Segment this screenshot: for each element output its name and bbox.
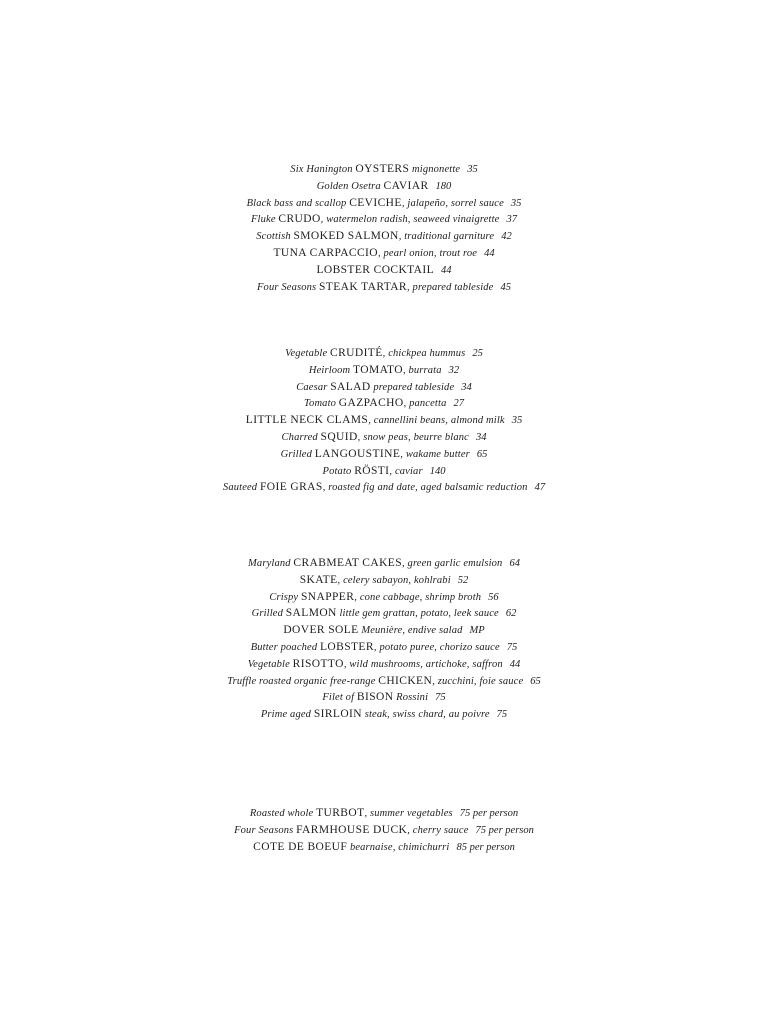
menu-item [0,805,768,822]
item-description-prefix: Vegetable [285,348,328,359]
item-description: , pearl onion, trout roe [377,247,478,259]
item-price: 140 [429,465,446,477]
menu-item [0,656,768,673]
item-description: , cherry sauce [407,824,469,836]
item-name: GAZPACHO [338,397,404,410]
item-description: , zucchini, foie sauce [432,675,524,687]
item-description: , roasted fig and date, aged balsamic reduction [322,482,528,494]
menu-item [0,555,768,572]
item-name: SALAD [330,380,371,393]
item-description-prefix: Roasted whole [249,808,314,819]
item-price: 44 [484,247,495,259]
item-name: SQUID [320,430,358,443]
item-description: , chickpea hummus [382,348,466,359]
menu-item [0,161,768,178]
menu-item [0,639,768,656]
item-description: Meunière, endive salad [361,625,463,637]
menu-item [0,228,768,245]
menu-item [0,822,768,839]
menu-item [0,673,768,690]
item-description: , summer vegetables [364,808,453,819]
item-description-prefix: Golden Osetra [316,180,381,192]
item-price: 65 [530,675,541,687]
menu-item [0,211,768,228]
item-description-prefix: Sauteed [222,482,258,494]
item-description: , traditional garniture [398,231,495,243]
item-name: COTE DE BOEUF [253,840,348,853]
item-description: , wild mushrooms, artichoke, saffron [343,658,503,670]
item-description-prefix: Caesar [296,381,328,393]
menu-item [0,412,768,429]
menu-item [0,446,768,463]
item-price: 65 [476,448,488,460]
item-price: 35 [467,164,478,175]
item-description-prefix: Four Seasons [256,281,317,293]
item-price: 27 [453,398,464,410]
item-price: 37 [506,214,517,226]
menu-item [0,429,768,446]
item-description-prefix: Fluke [250,214,276,226]
item-description-prefix: Truffle roasted organic free-range [227,675,376,687]
item-description: Rossini [396,692,429,704]
item-description: , prepared tableside [407,281,494,293]
item-price: 75 per person [459,808,519,819]
item-price: 75 [496,709,508,721]
item-price: 75 per person [475,824,534,836]
item-name: LITTLE NECK CLAMS [245,414,369,427]
item-name: SALMON [285,607,337,620]
item-name: DOVER SOLE [283,624,359,637]
item-description-prefix: Charred [281,431,318,443]
item-description: , cannellini beans, almond milk [368,415,505,427]
item-price: 62 [505,608,517,620]
item-price: 34 [475,431,487,443]
item-description-prefix: Four Seasons [234,824,294,836]
menu-item [0,605,768,622]
menu-item [0,345,768,362]
item-description-prefix: Potato [322,465,352,477]
item-price: 44 [509,658,521,670]
item-name: CHICKEN [378,674,433,687]
item-price: 75 [435,692,446,704]
item-description: , celery sabayon, kohlrabi [337,574,451,586]
item-name: BISON [356,691,394,704]
item-name: CRABMEAT CAKES [293,557,402,569]
item-name: OYSTERS [355,163,410,175]
item-name: FARMHOUSE DUCK [296,823,408,836]
item-name: SMOKED SALMON [293,230,399,243]
item-name: LOBSTER [320,640,374,653]
item-description-prefix: Black bass and scallop [246,197,347,209]
item-description: bearnaise, chimichurri [349,841,450,853]
menu-item [0,379,768,396]
item-description: steak, swiss chard, au poivre [364,709,490,721]
item-description-prefix: Vegetable [247,658,290,670]
item-name: TURBOT [316,807,365,819]
item-description: , caviar [389,465,423,477]
item-price: 35 [511,415,523,427]
item-description-prefix: Prime aged [260,709,312,721]
item-name: TOMATO [353,363,403,376]
item-description: mignonette [412,164,461,175]
item-price: 42 [501,231,512,243]
item-price: 85 per person [456,841,515,853]
menu-item [0,839,768,856]
item-name: SNAPPER [300,590,355,603]
item-name: CAVIAR [383,179,429,192]
item-description-prefix: Scottish [256,231,291,243]
menu-section-appetizers [0,345,768,496]
item-description: , pancetta [403,398,447,410]
item-price: 25 [472,348,483,359]
menu-section-raw-bar [0,161,768,295]
item-description: , burrata [402,364,442,376]
item-description-prefix: Filet of [322,692,355,704]
item-name: FOIE GRAS [259,481,323,494]
menu-item [0,706,768,723]
item-description: , wakame butter [400,448,470,460]
item-price: 32 [448,364,460,376]
item-name: RÖSTI [354,464,390,477]
menu-item [0,279,768,296]
menu-item [0,195,768,212]
menu-item [0,589,768,606]
item-price: 34 [461,381,472,393]
item-name: CEVICHE [349,196,402,209]
menu-item [0,395,768,412]
item-name: LANGOUSTINE [314,447,401,460]
item-price: 56 [488,591,499,603]
item-description: , green garlic emulsion [402,558,503,569]
item-description-prefix: Heirloom [308,364,351,376]
menu-item [0,245,768,262]
item-description: , snow peas, beurre blanc [357,431,469,443]
menu-section-entrees [0,555,768,723]
item-price: 64 [509,558,520,569]
menu-item [0,463,768,480]
item-description: , jalapeño, sorrel sauce [401,197,504,209]
item-description-prefix: Grilled [251,608,284,620]
item-description-prefix: Six Hanington [290,164,353,175]
menu-item [0,262,768,279]
item-price: 35 [510,197,522,209]
item-name: SKATE [299,573,338,586]
item-name: RISOTTO [292,657,344,670]
item-description: , cone cabbage, shrimp broth [354,591,482,603]
item-description-prefix: Tomato [304,398,337,410]
item-description-prefix: Crispy [269,591,299,603]
item-name: STEAK TARTAR [319,280,407,293]
item-price: MP [469,625,485,637]
item-description-prefix: Butter poached [250,641,318,653]
item-description: little gem grattan, potato, leek sauce [339,608,499,620]
item-name: SIRLOIN [313,708,362,721]
menu-item [0,362,768,379]
item-price: 47 [534,482,546,494]
item-description-prefix: Maryland [248,558,291,569]
item-name: LOBSTER COCKTAIL [316,263,435,276]
item-price: 75 [506,641,518,653]
item-description: , potato puree, chorizo sauce [373,641,500,653]
item-price: 44 [441,264,452,276]
item-price: 180 [435,180,452,192]
item-name: TUNA CARPACCIO [273,246,378,259]
item-description: prepared tableside [373,381,455,393]
menu-item [0,689,768,706]
item-price: 52 [457,574,469,586]
item-name: CRUDITÉ [330,347,383,359]
menu-item [0,622,768,639]
item-description-prefix: Grilled [280,448,312,460]
menu-section-for-two [0,805,768,855]
menu-item [0,572,768,589]
item-description: , watermelon radish, seaweed vinaigrette [320,214,500,226]
item-name: CRUDO [278,213,321,226]
menu-item [0,479,768,496]
item-price: 45 [500,281,511,293]
menu-item [0,178,768,195]
